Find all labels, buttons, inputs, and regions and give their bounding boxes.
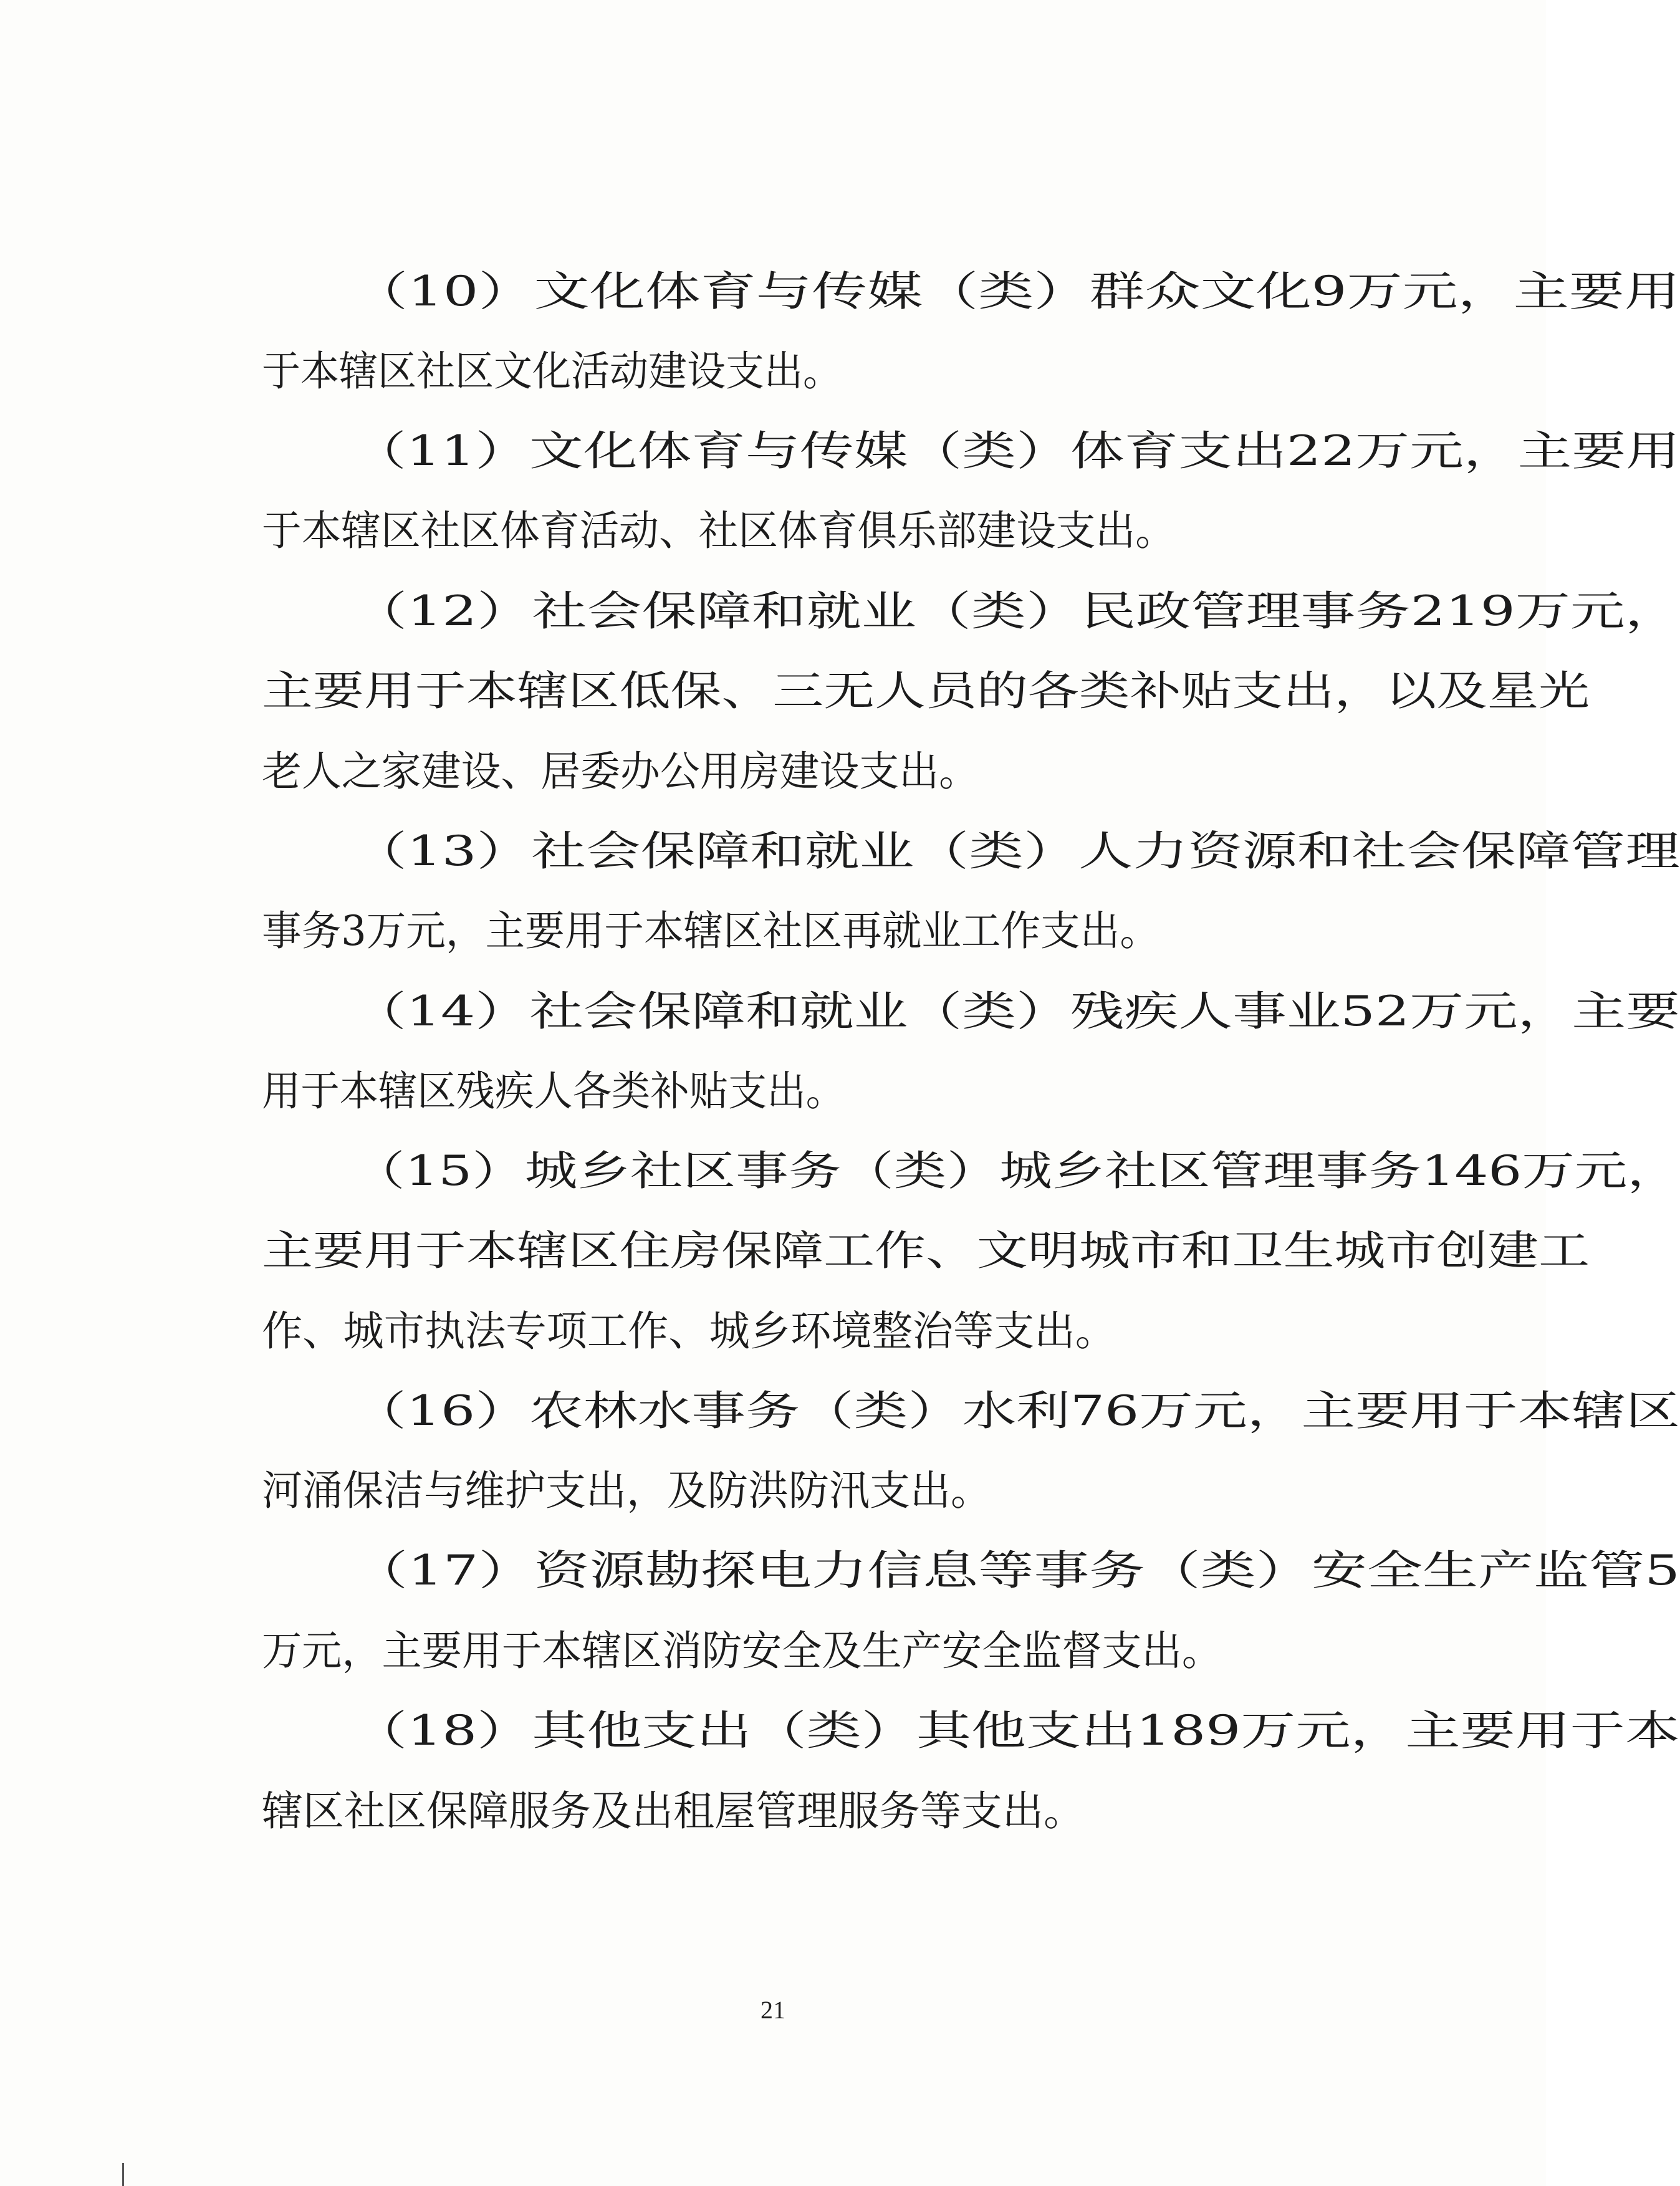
text-line: （11）文化体育与传媒（类）体育支出22万元，主要用 — [352, 427, 1680, 475]
text-line: 主要用于本辖区低保、三无人员的各类补贴支出，以及星光 — [262, 667, 1590, 715]
text-line: （18）其他支出（类）其他支出189万元，主要用于本 — [352, 1707, 1680, 1755]
text-line: 于本辖区社区体育活动、社区体育俱乐部建设支出。 — [262, 507, 1175, 555]
text-line: （16）农林水事务（类）水利76万元，主要用于本辖区 — [352, 1387, 1680, 1435]
text-line: 老人之家建设、居委办公用房建设支出。 — [262, 747, 979, 795]
text-line: 河涌保洁与维护支出，及防洪防汛支出。 — [262, 1467, 991, 1515]
scan-edge-mark — [122, 2163, 124, 2186]
text-line: 作、城市执法专项工作、城乡环境整治等支出。 — [262, 1307, 1116, 1355]
text-line: （10）文化体育与传媒（类）群众文化9万元，主要用 — [352, 267, 1680, 315]
text-line: （14）社会保障和就业（类）残疾人事业52万元，主要 — [352, 987, 1680, 1035]
text-line: 主要用于本辖区住房保障工作、文明城市和卫生城市创建工 — [262, 1227, 1590, 1275]
text-line: 辖区社区保障服务及出租屋管理服务等支出。 — [262, 1787, 1085, 1835]
text-line: 用于本辖区残疾人各类补贴支出。 — [262, 1067, 845, 1115]
text-line: （15）城乡社区事务（类）城乡社区管理事务146万元， — [352, 1147, 1680, 1195]
text-line: （13）社会保障和就业（类）人力资源和社会保障管理 — [352, 827, 1680, 875]
text-line: （12）社会保障和就业（类）民政管理事务219万元， — [352, 587, 1680, 635]
text-line: 万元，主要用于本辖区消防安全及生产安全监督支出。 — [262, 1627, 1222, 1675]
text-line: 事务3万元，主要用于本辖区社区再就业工作支出。 — [262, 907, 1159, 955]
page-number: 21 — [761, 1996, 785, 2024]
text-line: 于本辖区社区文化活动建设支出。 — [262, 347, 842, 395]
text-line: （17）资源勘探电力信息等事务（类）安全生产监管5 — [352, 1546, 1680, 1594]
